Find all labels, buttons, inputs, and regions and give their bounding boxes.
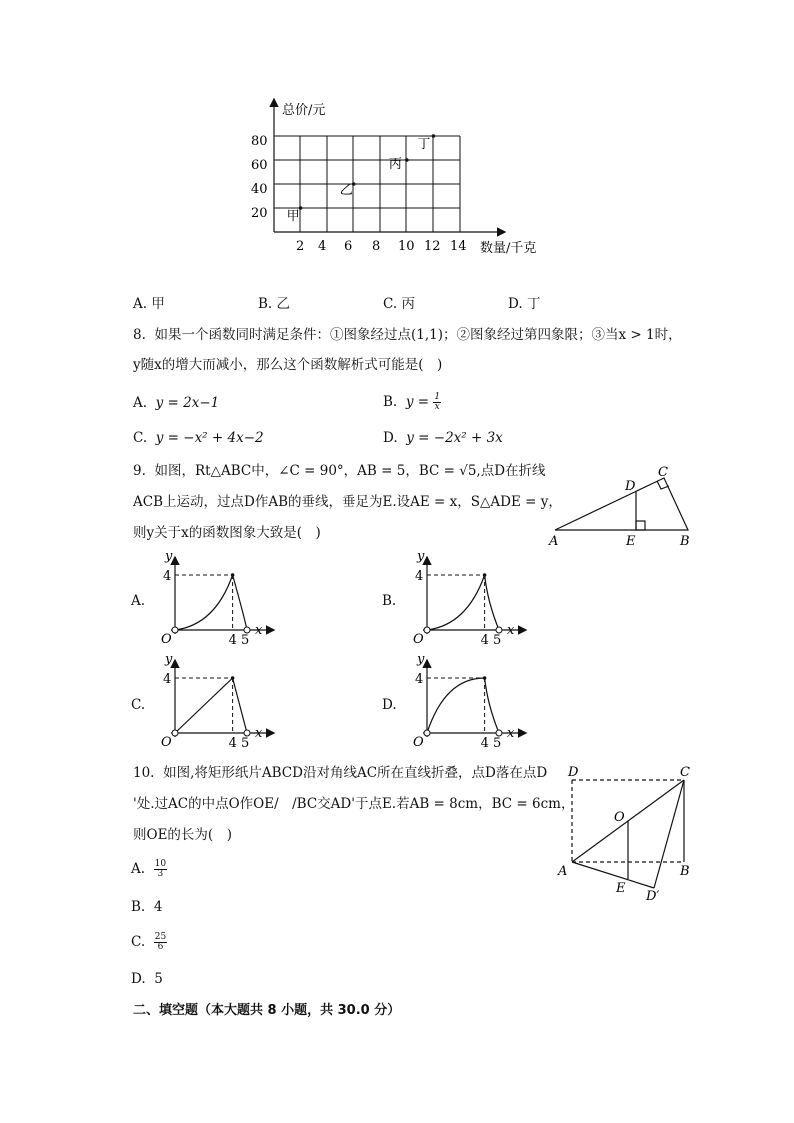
y-axis-label: 总价/元	[282, 103, 326, 118]
graph-x-label: x	[255, 623, 263, 638]
x-tick: 6	[344, 239, 353, 254]
y-tick: 40	[251, 182, 268, 197]
graph-x-peak: 4	[228, 736, 237, 751]
q9-stem-line1: 9. 如图，Rt△ABC中，∠C = 90°，AB = 5，BC = √5,点D在折线	[133, 463, 546, 479]
q7-option-c: C. 丙	[383, 296, 415, 312]
rect-label-o: O	[614, 810, 625, 825]
q10-option-a: A. $\frac{10}{3}$	[131, 859, 167, 879]
y-tick: 80	[251, 134, 268, 149]
q9-stem-line3: 则y关于x的函数图象大致是( )	[133, 525, 321, 541]
q9-option-a-letter: A.	[131, 593, 146, 609]
x-tick: 2	[296, 239, 305, 254]
graph-x-label: x	[507, 623, 515, 638]
tri-label-e: E	[626, 534, 636, 549]
q10-stem-line3: 则OE的长为( )	[133, 827, 232, 843]
graph-origin: O	[161, 632, 172, 647]
q10-option-c: C. $\frac{25}{6}$	[131, 932, 167, 952]
rect-label-c: C	[680, 765, 690, 780]
point-label: 丁	[417, 137, 431, 152]
q8-stem-line1: 8. 如果一个函数同时满足条件：①图象经过点(1,1)；②图象经过第四象限；③当x > 1时，	[133, 327, 682, 343]
x-tick: 12	[424, 239, 441, 254]
graph-y-label: y	[417, 549, 425, 564]
rect-label-d: D	[568, 765, 579, 780]
graph-origin: O	[413, 735, 424, 750]
q8-option-a: A. y = 2x−1	[133, 395, 220, 411]
q10-option-b: B. 4	[131, 899, 163, 915]
graph-y-label: y	[165, 549, 173, 564]
graph-x-peak: 4	[480, 736, 489, 751]
graph-x-label: x	[507, 726, 515, 741]
q10-stem-line1: 10. 如图,将矩形纸片ABCD沿对角线AC所在直线折叠，点D落在点D	[133, 765, 548, 781]
q7-option-b: B. 乙	[258, 296, 291, 312]
graph-y-max: 4	[415, 672, 424, 687]
graph-y-max: 4	[163, 672, 172, 687]
q9-option-b-letter: B.	[382, 593, 397, 609]
x-axis-label: 数量/千克	[480, 241, 537, 256]
point-label: 乙	[339, 183, 353, 198]
graph-x-peak: 4	[228, 633, 237, 648]
x-tick: 10	[398, 239, 415, 254]
tri-label-c: C	[658, 465, 668, 480]
graph-x-peak: 4	[480, 633, 489, 648]
graph-origin: O	[413, 632, 424, 647]
rect-label-b: B	[680, 864, 690, 879]
tri-label-d: D	[625, 479, 636, 494]
graph-y-label: y	[417, 652, 425, 667]
graph-x-label: x	[255, 726, 263, 741]
graph-x-end: 5	[241, 633, 250, 648]
rect-label-d-prime: D′	[646, 889, 660, 904]
q7-option-a: A. 甲	[133, 296, 165, 312]
x-tick: 8	[372, 239, 381, 254]
q10-stem-line2: '处.过AC的中点O作OE/ /BC交AD'于点E.若AB = 8cm，BC = 6cm，	[133, 796, 575, 812]
graph-origin: O	[161, 735, 172, 750]
q8-option-c: C. y = −x² + 4x−2	[133, 430, 264, 446]
rect-label-e: E	[616, 881, 626, 896]
tri-label-a: A	[549, 534, 559, 549]
y-tick: 60	[251, 158, 268, 173]
q8-option-b: B. y = $\frac{1}{x}$	[383, 392, 441, 412]
graph-x-end: 5	[493, 736, 502, 751]
section-2-title: 二、填空题（本大题共 8 小题，共 30.0 分）	[133, 1003, 401, 1018]
q10-option-d: D. 5	[131, 971, 163, 987]
q8-option-d: D. y = −2x² + 3x	[383, 430, 503, 446]
y-tick: 20	[251, 206, 268, 221]
rect-label-a: A	[558, 864, 568, 879]
q9-stem-line2: ACB上运动，过点D作AB的垂线，垂足为E.设AE = x，S△ADE = y，	[133, 494, 562, 510]
q7-option-d: D. 丁	[508, 296, 541, 312]
graph-y-label: y	[165, 652, 173, 667]
point-label: 甲	[286, 209, 300, 224]
x-tick: 4	[318, 239, 327, 254]
tri-label-b: B	[680, 534, 690, 549]
x-tick: 14	[450, 239, 467, 254]
graph-x-end: 5	[241, 736, 250, 751]
q8-stem-line2: y随x的增大而减小，那么这个函数解析式可能是( )	[133, 357, 443, 373]
graph-x-end: 5	[493, 633, 502, 648]
graph-y-max: 4	[163, 569, 172, 584]
point-label: 丙	[388, 157, 402, 172]
q9-option-c-letter: C.	[131, 697, 146, 713]
q9-option-d-letter: D.	[382, 697, 397, 713]
graph-y-max: 4	[415, 569, 424, 584]
